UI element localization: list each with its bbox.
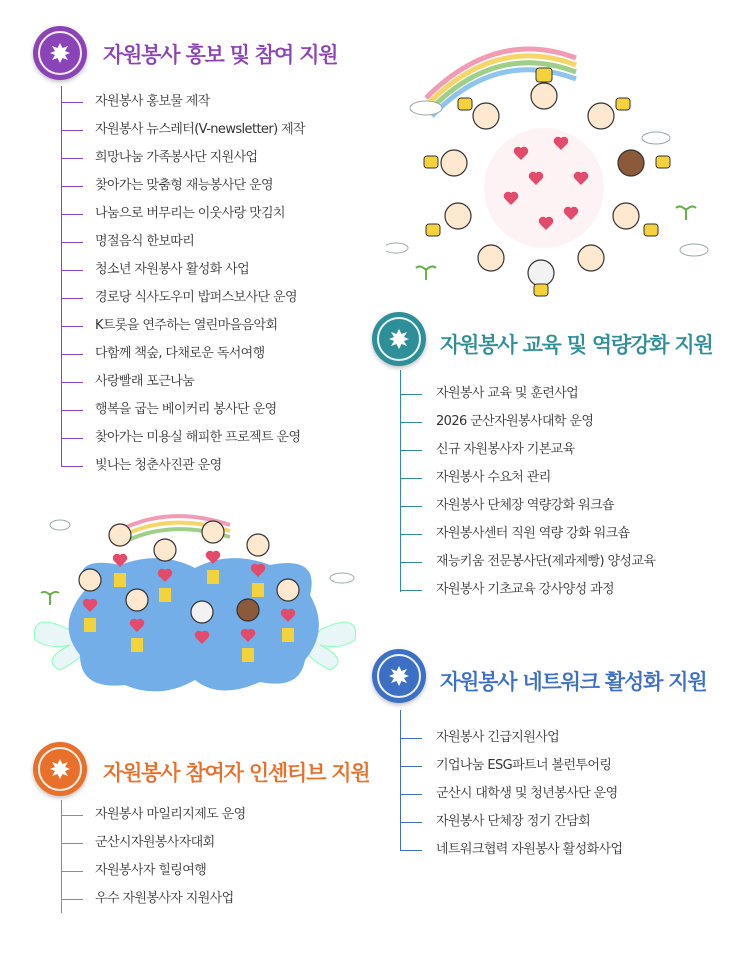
list-item: 신규 자원봉사자 기본교육: [400, 436, 655, 464]
list-item: 나눔으로 버무리는 이웃사랑 맛김치: [61, 200, 305, 228]
section-title: 자원봉사 홍보 및 참여 지원: [103, 43, 338, 67]
section-badge: [372, 312, 426, 366]
list-item: 군산시 대학생 및 청년봉사단 운영: [400, 780, 622, 808]
flower-icon: [49, 42, 71, 64]
section-badge: [372, 649, 426, 703]
children-circle-illustration: [386, 38, 716, 300]
list-item: 자원봉사 기초교육 강사양성 과정: [400, 576, 655, 604]
list-item: 행복을 굽는 베이커리 봉사단 운영: [61, 396, 305, 424]
list-item: 찾아가는 맞춤형 재능봉사단 운영: [61, 172, 305, 200]
list-item: 희망나눔 가족봉사단 지원사업: [61, 144, 305, 172]
list-item: 자원봉사 단체장 정기 간담회: [400, 808, 622, 836]
list-item: 경로당 식사도우미 밥퍼스보사단 운영: [61, 284, 305, 312]
flower-icon: [388, 328, 410, 350]
item-list: [61, 88, 305, 480]
list-item: 자원봉사자 힐링여행: [61, 857, 246, 885]
section-title: 자원봉사 참여자 인센티브 지원: [103, 761, 370, 785]
children-on-cloud-illustration: [30, 510, 360, 710]
list-item: 청소년 자원봉사 활성화 사업: [61, 256, 305, 284]
list-item: 빛나는 청춘사진관 운영: [61, 452, 305, 480]
list-item: 군산시자원봉사자대회: [61, 829, 246, 857]
item-list: [400, 724, 622, 864]
flower-icon: [49, 758, 71, 780]
list-item: 자원봉사 단체장 역량강화 워크숍: [400, 492, 655, 520]
list-item: 다함께 책숲, 다채로운 독서여행: [61, 340, 305, 368]
section-badge: [33, 26, 87, 80]
section-promotion: [0, 0, 360, 480]
list-item: K트롯을 연주하는 열린마을음악회: [61, 312, 305, 340]
section-title: 자원봉사 교육 및 역량강화 지원: [440, 333, 713, 357]
list-item: 자원봉사 뉴스레터(V-newsletter) 제작: [61, 116, 305, 144]
list-item: 자원봉사 수요처 관리: [400, 464, 655, 492]
list-item: 사랑빨래 포근나눔: [61, 368, 305, 396]
list-item: 자원봉사 긴급지원사업: [400, 724, 622, 752]
list-item: 자원봉사 홍보물 제작: [61, 88, 305, 116]
list-item: 2026 군산자원봉사대학 운영: [400, 408, 655, 436]
list-item: 명절음식 한보따리: [61, 228, 305, 256]
flower-icon: [388, 665, 410, 687]
list-item: 우수 자원봉사자 지원사업: [61, 885, 246, 913]
section-network: [360, 645, 740, 865]
list-item: 네트워크협력 자원봉사 활성화사업: [400, 836, 622, 864]
list-item: 기업나눔 ESG파트너 볼런투어링: [400, 752, 622, 780]
section-badge: [33, 742, 87, 796]
list-item: 자원봉사센터 직원 역량 강화 워크숍: [400, 520, 655, 548]
section-title: 자원봉사 네트워크 활성화 지원: [440, 670, 707, 694]
section-incentive: [0, 735, 400, 925]
list-item: 재능키움 전문봉사단(제과제빵) 양성교육: [400, 548, 655, 576]
section-education: [360, 310, 740, 610]
list-item: 자원봉사 마일리지제도 운영: [61, 801, 246, 829]
item-list: [61, 801, 246, 913]
item-list: [400, 380, 655, 604]
list-item: 찾아가는 미용실 해피한 프로젝트 운영: [61, 424, 305, 452]
list-item: 자원봉사 교육 및 훈련사업: [400, 380, 655, 408]
